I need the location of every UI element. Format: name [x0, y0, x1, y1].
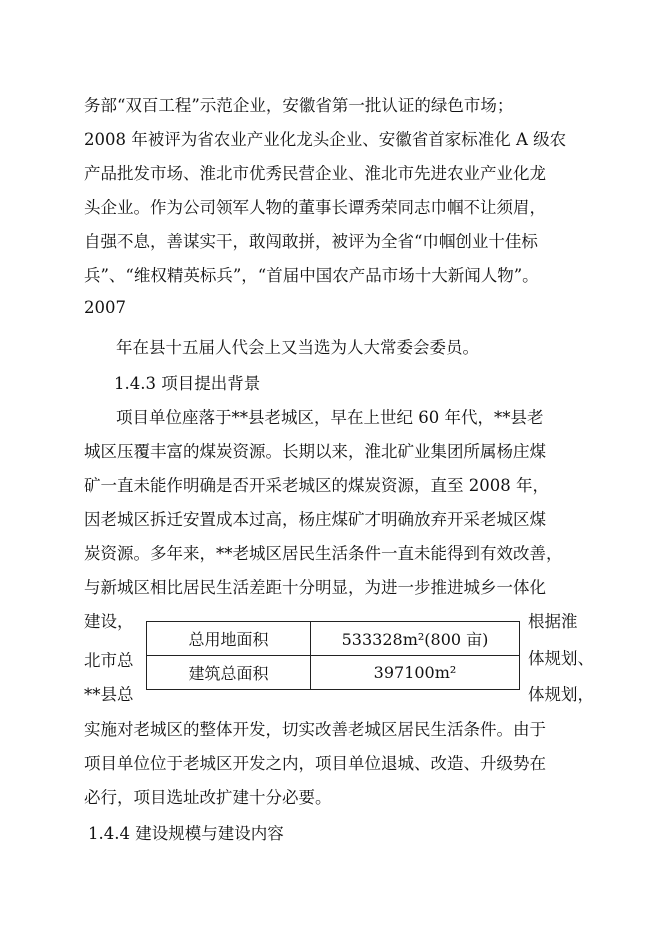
- table-cell-value: 533328m²(800 亩): [311, 622, 520, 656]
- paragraph-line: 兵”、“维权精英标兵”，“首届中国农产品市场十大新闻人物”。: [84, 266, 539, 285]
- paragraph-line: 因老城区拆迁安置成本过高，杨庄煤矿才明确放弃开采老城区煤: [84, 510, 546, 529]
- wrap-text-left: **县总: [84, 685, 134, 704]
- paragraph-line: 项目单位座落于**县老城区，早在上世纪 60 年代，**县老: [116, 408, 544, 427]
- section-heading: 1.4.4 建设规模与建设内容: [88, 824, 284, 843]
- paragraph-line: 年在县十五届人代会上又当选为人大常委会委员。: [116, 338, 479, 357]
- paragraph-line: 务部“双百工程”示范企业，安徽省第一批认证的绿色市场；: [84, 96, 514, 115]
- section-heading: 1.4.3 项目提出背景: [114, 374, 261, 393]
- paragraph-line: 头企业。作为公司领军人物的董事长谭秀荣同志巾帼不让须眉，: [84, 198, 546, 217]
- paragraph-line: 与新城区相比居民生活差距十分明显，为进一步推进城乡一体化: [84, 578, 546, 597]
- paragraph-line: 实施对老城区的整体开发，切实改善老城区居民生活条件。由于: [84, 720, 546, 739]
- paragraph-line: 产品批发市场、淮北市优秀民营企业、淮北市先进农业产业化龙: [84, 164, 546, 183]
- wrap-text-left: 北市总: [84, 651, 134, 670]
- paragraph-line: 矿一直未能作明确是否开采老城区的煤炭资源，直至 2008 年，: [84, 476, 549, 495]
- paragraph-line: 城区压覆丰富的煤炭资源。长期以来，淮北矿业集团所属杨庄煤: [84, 442, 546, 461]
- paragraph-line: 项目单位位于老城区开发之内，项目单位退城、改造、升级势在: [84, 754, 546, 773]
- paragraph-line: 必行，项目选址改扩建十分必要。: [84, 788, 332, 807]
- paragraph-line: 2008 年被评为省农业产业化龙头企业、安徽省首家标准化 A 级农: [84, 130, 567, 149]
- table-row: [147, 656, 520, 690]
- paragraph-line: 炭资源。多年来，**老城区居民生活条件一直未能得到有效改善，: [84, 544, 563, 563]
- paragraph-line: 2007: [84, 298, 126, 317]
- land-area-table: [146, 621, 520, 690]
- paragraph-line: 自强不息，善谋实干，敢闯敢拼，被评为全省“巾帼创业十佳标: [84, 232, 538, 251]
- wrap-text-right: 根据淮: [528, 612, 578, 631]
- wrap-text-right: 体规划，: [528, 685, 594, 704]
- table-row: [147, 622, 520, 656]
- wrap-text-right: 体规划、: [528, 649, 594, 668]
- wrap-text-left: 建设，: [84, 612, 134, 631]
- table-cell-label: 总用地面积: [147, 622, 311, 656]
- table-cell-label: 建筑总面积: [147, 656, 311, 690]
- table-cell-value: 397100m²: [311, 656, 520, 690]
